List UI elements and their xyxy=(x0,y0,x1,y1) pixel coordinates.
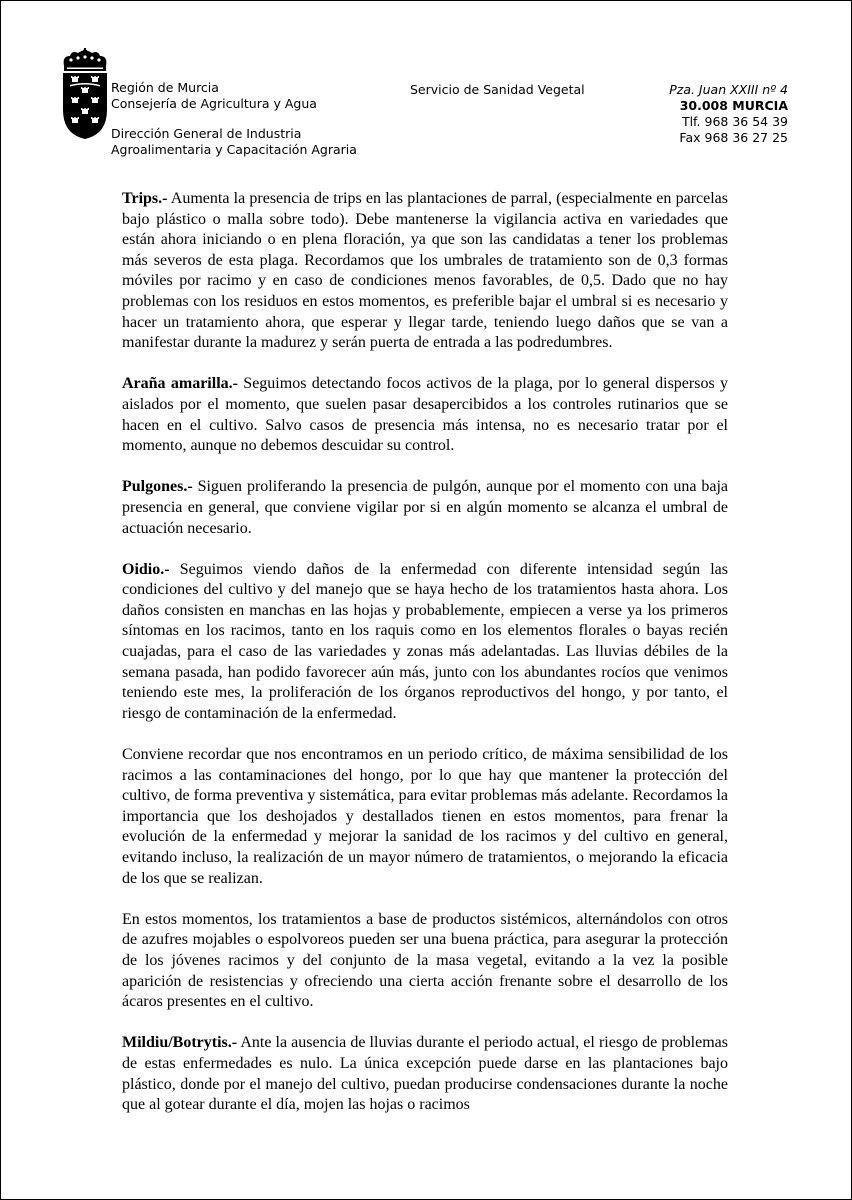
paragraph-oidio-periodo-critico xyxy=(122,745,728,889)
directorate-block xyxy=(111,126,357,158)
region-name: Región de Murcia xyxy=(111,80,219,95)
section-title: Oidio.- xyxy=(122,560,170,578)
fax: Fax 968 36 27 25 xyxy=(679,130,788,145)
section-text: Ante la ausencia de lluvias durante el periodo actual, el riesgo de problemas de estas enfermedades es nulo. La única excepción puede darse en las plantaciones bajo plástico, donde por el manejo del cultivo, puedan producirse condensaciones durante la noche que al gotear durante el día, mojen las hojas o racimos xyxy=(122,1034,728,1114)
paragraph-trips xyxy=(122,189,728,354)
section-text: En estos momentos, los tratamientos a base de productos sistémicos, alternándolos con otros de azufres mojables o espolvoreos pueden ser una buena práctica, para asegurar la protección de los jóvenes racimos y del conjunto de la masa vegetal, evitando a la vez la posible aparición de resistencias y ofreciendo una cierta acción frenante sobre el desarrollo de los ácaros presentes en el cultivo. xyxy=(122,910,728,1011)
region-name-block xyxy=(111,80,317,112)
phone: Tlf. 968 36 54 39 xyxy=(681,114,788,129)
bulletin-body xyxy=(122,189,728,1136)
address: Pza. Juan XXIII nº 4 xyxy=(669,82,788,97)
section-title: Pulgones.- xyxy=(122,478,193,496)
directorate-line-1: Dirección General de Industria xyxy=(111,126,302,141)
paragraph-mildiu-botrytis xyxy=(122,1033,728,1115)
region-crest-icon xyxy=(58,48,112,140)
section-text: Conviene recordar que nos encontramos en un periodo crítico, de máxima sensibilidad de los racimos a las contaminaciones del hongo, por lo que hay que mantener la protección del cultivo, de forma preventiva y sistemática, para evitar problemas más adelante. Recordamos la importancia que los deshojados y destallados tienen en estos momentos, para frenar la evolución de la enfermedad y mejorar la sanidad de los racimos y del cultivo en general, evitando incluso, la realización de un mayor número de tratamientos, o mejorando la eficacia de los que se realizan. xyxy=(122,746,728,887)
section-title: Trips.- xyxy=(122,190,168,207)
paragraph-oidio xyxy=(122,560,728,725)
paragraph-pulgones xyxy=(122,477,728,539)
section-text: Seguimos viendo daños de la enfermedad con diferente intensidad según las condiciones del cultivo y del manejo que se haya hecho de los tratamientos hasta ahora. Los daños consisten en manchas en las hojas y probablemente, empiecen a verse ya los primeros síntomas en los racimos, tanto en los raquis como en los elementos florales o bayas recién cuajadas, para el caso de las variedades y zonas más adelantadas. Las lluvias débiles de la semana pasada, han podido favorecer aún más, junto con los abundantes rocíos que venimos teniendo este mes, la proliferación de los órganos reproductivos del hongo, y por tanto, el riesgo de contaminación de la enfermedad. xyxy=(122,560,728,722)
service-name: Servicio de Sanidad Vegetal xyxy=(410,82,585,97)
paragraph-oidio-tratamientos xyxy=(122,910,728,1013)
directorate-line-2: Agroalimentaria y Capacitación Agraria xyxy=(111,142,357,157)
section-text: Aumenta la presencia de trips en las plantaciones de parral, (especialmente en parcelas bajo plástico o malla sobre todo). Debe mantenerse la vigilancia activa en variedades que están ahora iniciando o en plena floración, ya que son las candidatas a tener los problemas más severos de esta plaga. Recordamos que los umbrales de tratamiento son de 0,3 formas móviles por racimo y en caso de condiciones menos favorables, de 0,5. Dado que no hay problemas con los residuos en estos momentos, es preferible bajar el umbral si es necesario y hacer un tratamiento ahora, que esperar y llegar tarde, teniendo luego daños que se van a manifestar durante la madurez y serán puerta de entrada a las podredumbres. xyxy=(122,190,728,352)
letterhead xyxy=(0,0,852,175)
contact-block xyxy=(616,82,788,146)
paragraph-arana-amarilla xyxy=(122,374,728,456)
section-text: Seguimos detectando focos activos de la plaga, por lo general dispersos y aislados por el momento, que suelen pasar desapercibidos a los controles rutinarios que se hacen en el cultivo. Salvo casos de presencia más intensa, no es necesario tratar por el momento, aunque no debemos descuidar su control. xyxy=(122,375,729,455)
city: 30.008 MURCIA xyxy=(679,98,788,113)
section-title: Mildiu/Botrytis.- xyxy=(122,1034,238,1052)
section-title: Araña amarilla.- xyxy=(122,375,238,393)
section-text: Siguen proliferando la presencia de pulgón, aunque por el momento con una baja presencia en general, que conviene vigilar por si en algún momento se alcanza el umbral de actuación necesario. xyxy=(122,478,728,537)
department-name: Consejería de Agricultura y Agua xyxy=(111,96,317,111)
